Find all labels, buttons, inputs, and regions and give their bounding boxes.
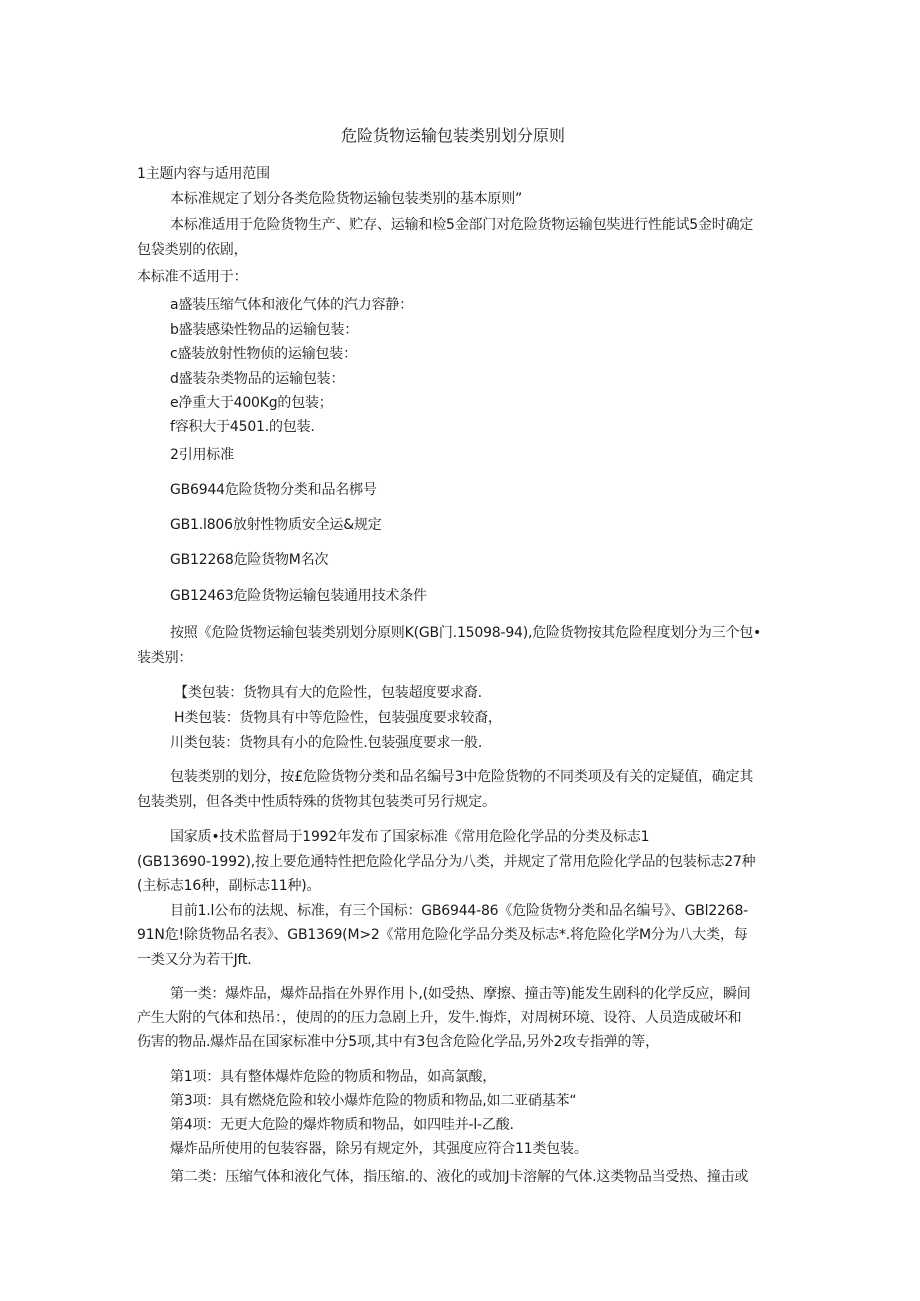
paragraph-line: 产生大附的气体和热吊：，使周的的压力急剧上升，发牛.悔炸，对周树环境、设符、人员造成破坏和 (137, 1010, 742, 1026)
list-item: 第3项：具有燃烧危险和较小爆炸危险的物质和物品,如二亚硝基苯“ (170, 1093, 577, 1109)
list-item: e净重大于400Kg的包装； (170, 395, 333, 411)
document-title: 危险货物运输包装类别划分原则 (341, 126, 566, 145)
paragraph-line: 91N危!除货物品名表》、GB1369(M>2《常用危险化学品分类及标志*.将危险化学M分为八大类，每 (137, 927, 748, 943)
paragraph-line: 本标准规定了划分各类危险货物运输包装类别的基本原则” (170, 191, 523, 207)
paragraph-line: 本标准不适用于： (137, 269, 248, 285)
heading-references: 2引用标准 (170, 447, 234, 463)
paragraph-line: 包装类别，但各类中性质特殊的货物其包装类可另行规定。 (137, 794, 496, 810)
paragraph-line: 目前1.l公布的法规、标准，有三个国标：GB6944-86《危险货物分类和品名编号》、GBl2268- (170, 903, 749, 919)
paragraph-line: 第一类：爆炸品，爆炸品指在外界作用卜,(如受热、摩擦、撞击等)能发生剧科的化学反应，瞬间 (170, 986, 751, 1002)
paragraph-line: 本标准适用于危险货物生产、贮存、运输和检5金部门对危险货物运输包奘进行性能试5金时确定 (170, 217, 754, 233)
list-item: d盛装杂类物品的运输包装： (170, 371, 345, 387)
paragraph-line: 包袋类别的依剧， (137, 242, 248, 258)
reference-item: GB1.l806放射性物质安全运&规定 (170, 517, 382, 533)
heading-scope: 1主题内容与适用范围 (137, 166, 270, 182)
paragraph-line: 伤害的物品.爆炸品在国家标准中分5项,其中有3包含危险化学品,另外2攻专指弹的等， (137, 1034, 659, 1050)
list-item: 第4项：无更大危险的爆炸物质和物品，如四哇并-l-乙酸. (170, 1117, 514, 1133)
list-item: 第1项：具有整体爆炸危险的物质和物品，如高氯酸， (170, 1069, 497, 1085)
paragraph-line: 装类别： (137, 650, 193, 666)
reference-item: GB12268危险货物M名次 (170, 552, 329, 568)
paragraph-line: 包装类别的划分，按£危险货物分类和品名编号3中危险货物的不同类项及有关的定疑值，确定其 (170, 769, 754, 785)
reference-item: GB6944危险货物分类和品名梆号 (170, 482, 377, 498)
list-item: f容积大于4501.的包装. (170, 419, 315, 435)
paragraph-line: (GB13690-1992),按上要危通特性把危险化学品分为八类，并规定了常用危险化学品的包装标志27种 (137, 854, 756, 870)
paragraph-line: 第二类：压缩气体和液化气体，指压缩.的、液化的或加J卡溶解的气体.这类物品当受热、撞击或 (170, 1169, 749, 1185)
paragraph-line: 爆炸品所使用的包装容器，除另有规定外，其强度应符合11类包装。 (170, 1141, 588, 1157)
paragraph-line: 按照《危险货物运输包装类别划分原则K(GB门.15098-94),危险货物按其危险程度划分为三个包• (170, 625, 762, 641)
paragraph-line: (主标志16种，副标志11种)。 (137, 878, 321, 894)
list-item: 川类包装：货物具有小的危险性.包装强度要求一般. (170, 735, 483, 751)
list-item: a盛装压缩气体和液化气体的汽力容静： (170, 297, 413, 313)
paragraph-line: 一类又分为若干Jft. (137, 952, 252, 968)
list-item: b盛装感染性物品的运输包装： (170, 322, 359, 338)
list-item: H类包装：货物具有中等危险性，包装强度要求较裔， (174, 710, 502, 726)
list-item: 【类包装：货物具有大的危险性，包装超度要求裔. (174, 685, 482, 701)
list-item: c盛装放射性物侦的运输包装： (170, 346, 357, 362)
paragraph-line: 国家质•技术监督局于1992年发布了国家标准《常用危险化学品的分类及标志1 (170, 829, 650, 845)
reference-item: GB12463危险货物运输包装通用技术条件 (170, 588, 427, 604)
